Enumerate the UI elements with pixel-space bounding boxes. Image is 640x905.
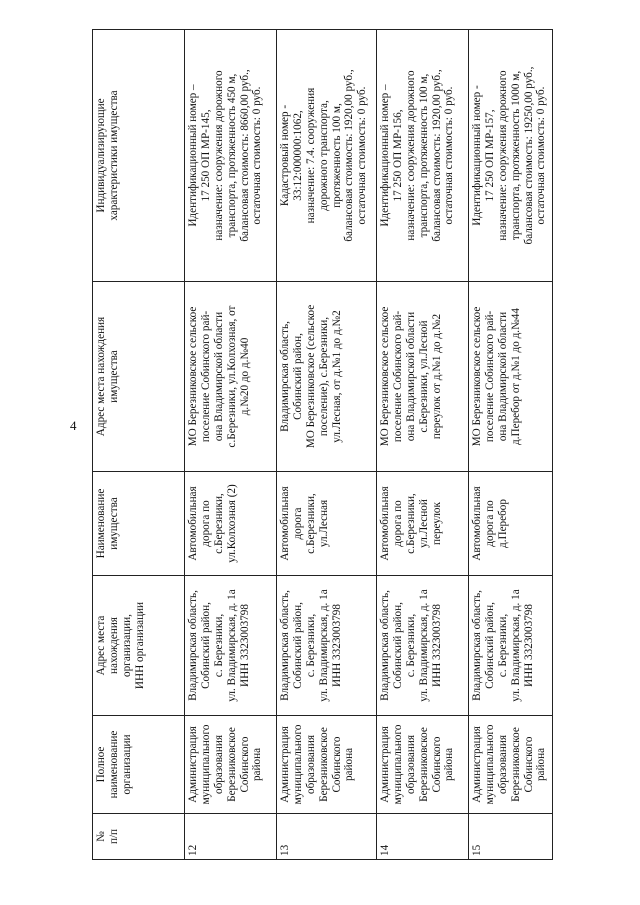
- property-table: [92, 29, 553, 860]
- row-name: Автомобильная дорога с.Березники, ул.Лесная: [277, 472, 377, 576]
- row-address: МО Березниковское сельское поселение Собинского рай- она Владимирской области с.Березники, ул.Лесной переулок от д.№1 до д.№2: [377, 282, 469, 472]
- row-details: Кадастровый номер - 33:12:000000:1062, назначение: 7.4. сооружения дорожного транспорта, протяженность 100 м, балансовая стоимость: 1920,00 руб., остаточная стоимость: 0 руб.: [277, 30, 377, 282]
- row-org-address: Владимирская область, Собинский район, с. Березники, ул. Владимирская, д. 1а ИНН 3323003798: [277, 576, 377, 716]
- row-name: Автомобильная дорога по д.Перебор: [469, 472, 553, 576]
- row-name: Автомобильная дорога по с.Березники, ул.Лесной переулок: [377, 472, 469, 576]
- row-org: Администрация муниципального образования Березниковское Собинского района: [277, 716, 377, 814]
- header-num: № п/п: [93, 814, 185, 860]
- header-org-address: Адрес места нахождения организации, ИНН организации: [93, 576, 185, 716]
- row-details: Идентификационный номер - 17 250 ОП МР-157, назначение: сооружения дорожного транспорта, протяженность 1000 м, балансовая стоимость: 19250,00 руб., остаточная стоимость: 0 руб.: [469, 30, 553, 282]
- property-table-container: [92, 30, 552, 860]
- table-row: [185, 30, 277, 860]
- header-details: Индивидуализирующие характеристики имущества: [93, 30, 185, 282]
- page-number: 4: [70, 418, 77, 433]
- row-org: Администрация муниципального образования Березниковское Собинского района: [469, 716, 553, 814]
- row-address: МО Березниковское сельское поселение Собинского рай- она Владимирской области д.Перебор от д.№1 до д.№44: [469, 282, 553, 472]
- header-org: Полное наименование организации: [93, 716, 185, 814]
- row-org-address: Владимирская область, Собинский район, с. Березники, ул. Владимирская, д. 1а ИНН 3323003798: [185, 576, 277, 716]
- row-org-address: Владимирская область, Собинский район, с. Березники, ул. Владимирская, д. 1а ИНН 3323003798: [377, 576, 469, 716]
- row-details: Идентификационный номер – 17 250 ОП МР-145, назначение: сооружения дорожного транспорта, протяженность 450 м, балансовая стоимость: 8660,00 руб., остаточная стоимость: 0 руб.: [185, 30, 277, 282]
- row-org: Администрация муниципального образования Березниковское Собинского района: [377, 716, 469, 814]
- table-row: [469, 30, 553, 860]
- row-num: 12: [185, 814, 277, 860]
- row-address: МО Березниковское сельское поселение Собинского рай- она Владимирской области с.Березники, ул.Колхозная, от д.№20 до д.№40: [185, 282, 277, 472]
- row-num: 15: [469, 814, 553, 860]
- row-num: 13: [277, 814, 377, 860]
- row-org-address: Владимирская область, Собинский район, с. Березники, ул. Владимирская, д. 1а ИНН 3323003798: [469, 576, 553, 716]
- row-name: Автомобильная дорога по с.Березники, ул.Колхозная (2): [185, 472, 277, 576]
- header-address: Адрес места нахождения имущества: [93, 282, 185, 472]
- row-org: Администрация муниципального образования Березниковское Собинского района: [185, 716, 277, 814]
- table-row: [377, 30, 469, 860]
- row-address: Владимирская область, Собинский район, МО Березниковское (сельское поселение), с.Березники, ул.Лесная, от д.№1 до д.№2: [277, 282, 377, 472]
- row-num: 14: [377, 814, 469, 860]
- table-row: [277, 30, 377, 860]
- row-details: Идентификационный номер – 17 250 ОП МР-156, назначение: сооружения дорожного транспорта, протяженность 100 м, балансовая стоимость: 1920,00 руб., остаточная стоимость: 0 руб.: [377, 30, 469, 282]
- header-name: Наименование имущества: [93, 472, 185, 576]
- table-header-row: [93, 30, 185, 860]
